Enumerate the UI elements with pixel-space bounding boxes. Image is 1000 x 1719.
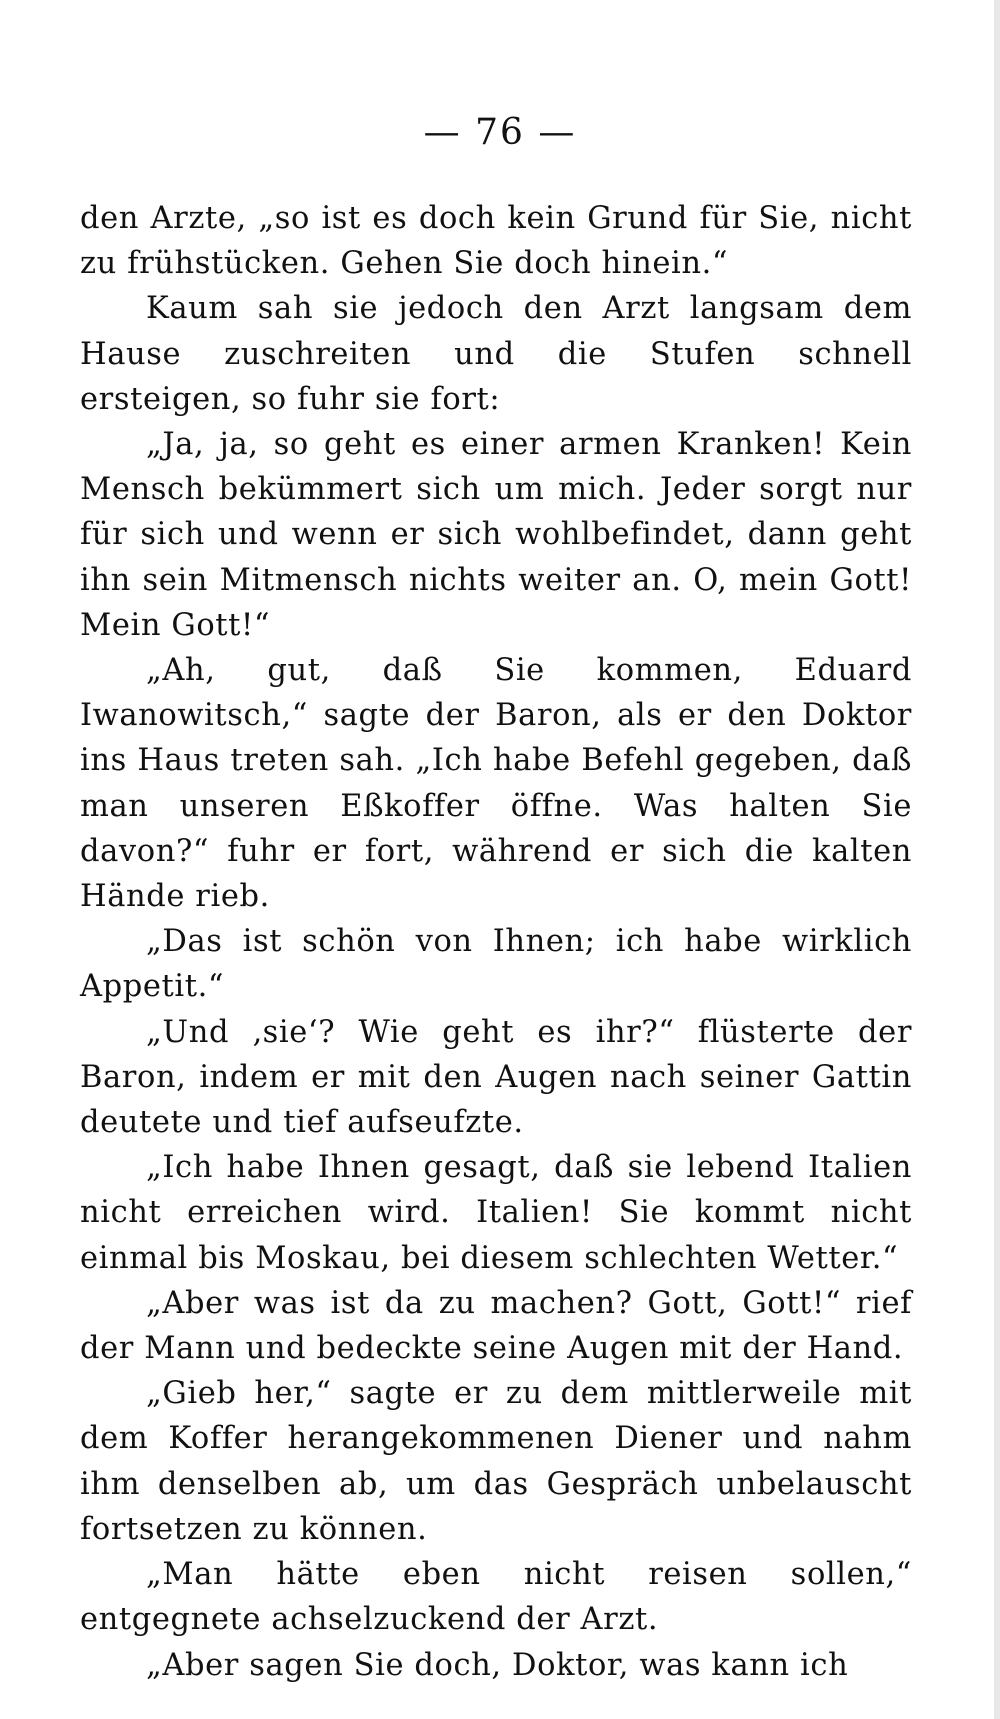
paragraph-9: „Gieb her,“ sagte er zu dem mittlerweile mit dem Koffer herangekommenen Diener und nahm ihm denselben ab, um das Gespräch unbelauscht fortsetzen zu können. <box>80 1376 912 1547</box>
paragraph-11: „Aber sagen Sie doch, Doktor, was kann ich <box>146 1647 849 1683</box>
paragraph-4: „Ah, gut, daß Sie kommen, Eduard Iwanowitsch,“ sagte der Baron, als er den Doktor ins Haus treten sah. „Ich habe Befehl gegeben, daß man unseren Eßkoffer öffne. Was halten Sie davon?“ fuhr er fort, während er sich die kalten Hände rieb. <box>80 653 912 915</box>
paragraph-7: „Ich habe Ihnen gesagt, daß sie lebend Italien nicht erreichen wird. Italien! Sie kommt nicht einmal bis Moskau, bei diesem schlechten Wetter.“ <box>80 1150 912 1276</box>
paragraph-5: „Das ist schön von Ihnen; ich habe wirklich Appetit.“ <box>80 924 912 1005</box>
page-number: — 76 — <box>423 112 577 153</box>
paragraph-1: den Arzte, „so ist es doch kein Grund für Sie, nicht zu frühstücken. Gehen Sie doch hinein.“ <box>80 201 912 282</box>
text-body <box>80 196 912 1688</box>
page-edge-shadow <box>994 0 1000 1719</box>
paragraph-8: „Aber was ist da zu machen? Gott, Gott!“ rief der Mann und bedeckte seine Augen mit der Hand. <box>80 1285 912 1367</box>
paragraph-10: „Man hätte eben nicht reisen sollen,“ entgegnete achselzuckend der Arzt. <box>80 1557 912 1638</box>
paragraph-3: „Ja, ja, so geht es einer armen Kranken! Kein Mensch bekümmert sich um mich. Jeder sorgt nur für sich und wenn er sich wohlbefindet, dann geht ihn sein Mitmensch nichts weiter an. O, mein Gott! Mein Gott!“ <box>80 427 912 643</box>
paragraph-2: Kaum sah sie jedoch den Arzt langsam dem Hause zuschreiten und die Stufen schnell ersteigen, so fuhr sie fort: <box>80 291 912 417</box>
paragraph-6: „Und ‚sie‘? Wie geht es ihr?“ flüsterte der Baron, indem er mit den Augen nach seiner Gattin deutete und tief aufseufzte. <box>80 1014 912 1141</box>
